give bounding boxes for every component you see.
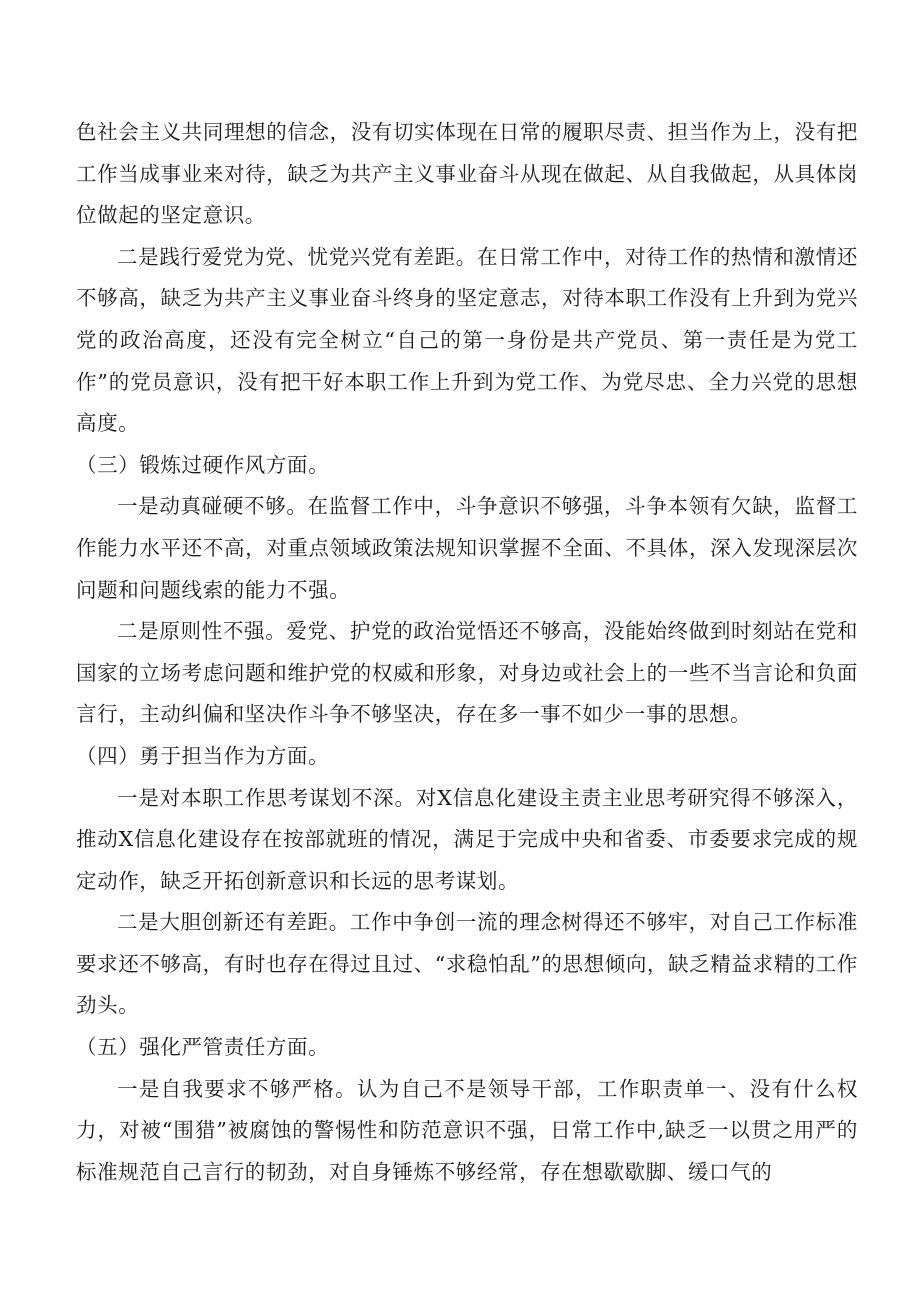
paragraph-self-discipline: 一是自我要求不够严格。认为自己不是领导干部，工作职责单一、没有什么权力，对被“围猎”被腐蚀的警惕性和防范意识不强，日常工作中,缺乏一以贯之用严的标准规范自己言行的韧劲，对自身锤炼不够经常，存在想歇歇脚、缓口气的 <box>76 1076 858 1184</box>
section-heading-3: （三）锻炼过硬作风方面。 <box>76 452 330 477</box>
section-heading-5: （五）强化严管责任方面。 <box>76 1035 330 1060</box>
paragraph-love-party: 二是践行爱党为党、忧党兴党有差距。在日常工作中，对待工作的热情和激情还不够高，缺乏为共产主义事业奋斗终身的坚定意志，对待本职工作没有上升到为党兴党的政治高度，还没有完全树立“自己的第一身份是共产党员、第一责任是为党工作”的党员意识，没有把干好本职工作上升到为党工作、为党尽忠、全力兴党的思想高度。 <box>76 244 858 436</box>
paragraph-principle: 二是原则性不强。爱党、护党的政治觉悟还不够高，没能始终做到时刻站在党和国家的立场考虑问题和维护党的权威和形象，对身边或社会上的一些不当言论和负面言行，主动纠偏和坚决作斗争不够坚决，存在多一事不如少一事的思想。 <box>76 619 858 727</box>
section-heading-4: （四）勇于担当作为方面。 <box>76 743 330 768</box>
document-body <box>76 112 858 1193</box>
paragraph-innovation: 二是大胆创新还有差距。工作中争创一流的理念树得还不够牢，对自己工作标准要求还不够高，有时也存在得过且过、“求稳怕乱”的思想倾向，缺乏精益求精的工作劲头。 <box>76 910 858 1018</box>
paragraph-tough-work: 一是动真碰硬不够。在监督工作中，斗争意识不够强，斗争本领有欠缺，监督工作能力水平还不高，对重点领域政策法规知识掌握不全面、不具体，深入发现深层次问题和问题线索的能力不强。 <box>76 494 858 602</box>
paragraph-planning: 一是对本职工作思考谋划不深。对X信息化建设主责主业思考研究得不够深入，推动X信息化建设存在按部就班的情况，满足于完成中央和省委、市委要求完成的规定动作，缺乏开拓创新意识和长远的思考谋划。 <box>76 785 858 893</box>
paragraph-continuation: 色社会主义共同理想的信念，没有切实体现在日常的履职尽责、担当作为上，没有把工作当成事业来对待，缺乏为共产主义事业奋斗从现在做起、从自我做起，从具体岗位做起的坚定意识。 <box>76 120 858 228</box>
